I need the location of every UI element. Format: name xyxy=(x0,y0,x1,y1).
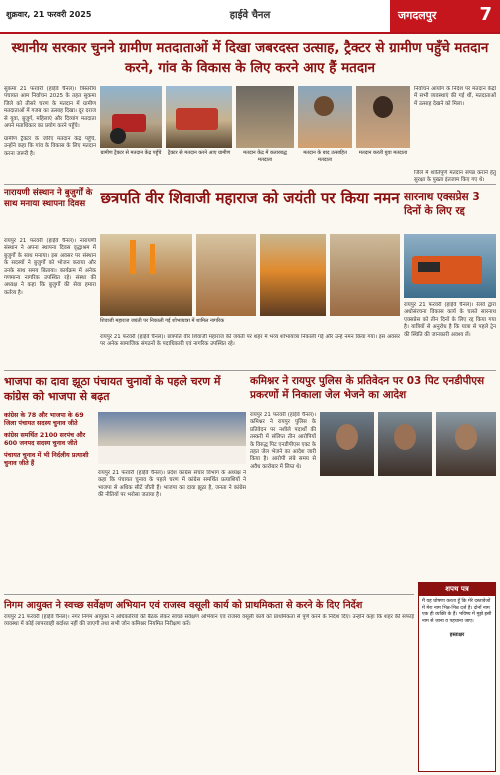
lead-body-d: जिले में शांतिपूर्ण मतदान संपन्न कराने हेतु सुरक्षा के पुख्ता इंतजाम किए गए थे। xyxy=(414,170,496,184)
accused-photo-3 xyxy=(436,412,496,476)
photo-caption-1: ग्रामीण ट्रैक्टर से मतदान केंद्र पहुँचे xyxy=(100,150,162,156)
sarnath-body: रायपुर 21 फरवरी (हाईवे चैनल)। रेलवे द्वारा अधोसंरचना विकास कार्य के चलते सारनाथ एक्सप्रेस को तीन दिनों के लिए रद्द किया गया है। यात्रियों से अनुरोध है कि यात्रा से पहले ट्रेन की स्थिति की जानकारी अवश्य लें। xyxy=(404,302,496,338)
lead-headline: स्थानीय सरकार चुनने ग्रामीण मतदाताओं में दिखा जबरदस्त उत्साह, ट्रैक्टर से ग्रामीण पहुँचे मतदान करने, गांव के विकास के लिए करने आए हैं मतदान xyxy=(11,40,489,76)
shivaji-headline: छत्रपति वीर शिवाजी महाराज को जयंती पर किया नमन xyxy=(100,189,400,207)
voter-finger-photo xyxy=(298,86,352,148)
edition-city: जगदलपुर xyxy=(398,9,437,22)
woman-voter-photo xyxy=(356,86,410,148)
voters-queue-photo xyxy=(236,86,294,148)
side-headline: नारायणी संस्थान ने बुजुर्गों के साथ मनाया स्थापना दिवस xyxy=(4,188,93,209)
divider xyxy=(4,594,414,595)
divider xyxy=(4,184,496,185)
police-headline: कमिश्नर ने रायपुर पुलिस के प्रतिवेदन पर 03 पिट एनडीपीएस प्रकरणों में निकाला जेल भेजने का आदेश xyxy=(250,375,485,401)
notice-title: शपथ पत्र xyxy=(419,583,495,596)
page-number: 7 xyxy=(479,4,492,25)
train-photo xyxy=(404,234,496,298)
tractor-photo-2 xyxy=(166,86,232,148)
procession-photo-4 xyxy=(330,234,400,316)
shivaji-body: रायपुर 21 फरवरी (हाईवे चैनल)। छत्रपति वीर शिवाजी महाराज की जयंती पर शहर में भव्य शोभायात्रा निकाली गई और उन्हें नमन किया गया। इस अवसर पर अनेक सामाजिक संगठनों के पदाधिकारी एवं नागरिक उपस्थित रहे। xyxy=(100,334,400,348)
notice-body: मैं यह घोषणा करता हूँ कि मेरे दस्तावेजों में मेरा नाम भिन्न-भिन्न दर्ज है। दोनों नाम एक ही व्यक्ति के हैं। भविष्य में मुझे इसी नाम से जाना व पहचाना जाए। xyxy=(422,599,492,624)
accused-photo-1 xyxy=(320,412,374,476)
photo-caption-4: मतदान के बाद उत्साहित मतदाता xyxy=(303,150,347,163)
masthead xyxy=(0,0,500,34)
procession-photo-2 xyxy=(196,234,256,316)
photo-caption-2: ट्रैक्टर से मतदान करने आए ग्रामीण xyxy=(167,150,231,156)
sarnath-headline: सारनाथ एक्सप्रेस 3 दिनों के लिए रद्द xyxy=(404,191,480,217)
notice-signature: हस्ताक्षर xyxy=(449,632,465,638)
press-conference-photo xyxy=(98,412,246,464)
side-body: रायपुर 21 फरवरी (हाईवे चैनल)। नारायणी संस्थान ने अपना स्थापना दिवस वृद्धाश्रम में बुजुर्गों के साथ मनाया। इस अवसर पर संस्थान के सदस्यों ने बुजुर्गों को भोजन कराया और उनके साथ समय बिताया। कार्यक्रम में अनेक गणमान्य नागरिक उपस्थित रहे। संस्था की अध्यक्ष ने कहा कि बुजुर्गों की सेवा हमारा कर्तव्य है। xyxy=(4,238,96,296)
lead-body-c: ग्रामीण ट्रैक्टर के जरिए मतदान केंद्र पहुँचे, उन्होंने कहा कि गांव के विकास के लिए मतदान करना जरूरी है। xyxy=(4,136,96,157)
edition-box xyxy=(390,0,500,32)
affidavit-notice xyxy=(418,582,496,772)
tractor-photo-1 xyxy=(100,86,162,148)
bjp-bullets xyxy=(4,412,94,472)
procession-photo-3 xyxy=(260,234,326,316)
bullet-item: कांग्रेस समर्थित 2100 सरपंच और 600 जनपद सदस्य चुनाव जीते xyxy=(4,432,86,447)
procession-photo-1 xyxy=(100,234,192,316)
lead-body-a: सुकमा 21 फरवरी (हाईवे चैनल)। त्रिस्तरीय पंचायत आम निर्वाचन 2025 के तहत सुकमा जिले को तीसरे चरण के मतदान में ग्रामीण मतदाताओं में गजब का उत्साह दिखा। दूर दराज से युवा, बुजुर्ग, महिलाएं और दिव्यांग मतदाता अपने मताधिकार का प्रयोग करने पहुँचे। xyxy=(4,86,96,130)
shivaji-caption: शिवाजी महाराज जयंती पर निकाली गई शोभायात्रा में शामिल नागरिक xyxy=(100,318,225,324)
nigam-body: रायपुर 21 फरवरी (हाईवे चैनल)। नगर निगम आयुक्त ने अधिकारियों की बैठक लेकर स्वच्छ सर्वेक्षण अभियान एवं राजस्व वसूली कार्य को प्राथमिकता से पूर्ण करने के निर्देश दिए। उन्होंने कहा कि शहर की सफाई व्यवस्था में कोई लापरवाही बर्दाश्त नहीं की जाएगी तथा सभी जोन कमिश्नर नियमित निरीक्षण करें। xyxy=(4,614,414,628)
bullet-item: पंचायत चुनाव में भी निर्दलीय प्रत्याशी चुनाव जीते हैं xyxy=(4,452,89,467)
nigam-headline: निगम आयुक्त ने स्वच्छ सर्वेक्षण अभियान एवं राजस्व वसूली कार्य को प्राथमिकता से करने के दिए निर्देश xyxy=(4,600,363,611)
bjp-headline: भाजपा का दावा झूठा पंचायत चुनावों के पहले चरण में कांग्रेस को भाजपा से बढ़त xyxy=(4,375,221,403)
police-body: रायपुर 21 फरवरी (हाईवे चैनल)। कमिश्नर ने रायपुर पुलिस के प्रतिवेदन पर नशीले पदार्थों की तस्करी में संलिप्त तीन आरोपियों के विरुद्ध पिट एनडीपीएस एक्ट के तहत जेल भेजने का आदेश जारी किया है। आरोपी लंबे समय से अवैध कारोबार में लिप्त थे। xyxy=(250,412,316,470)
issue-date: शुक्रवार, 21 फरवरी 2025 xyxy=(6,10,92,19)
lead-body-b: निर्वाचन आयोग के निर्देश पर मतदान केंद्रों में सभी व्यवस्थाएं की गई थीं, मतदाताओं में उत्साह देखने को मिला। xyxy=(414,86,496,107)
photo-caption-3: मतदान केंद्र में कतारबद्ध मतदाता xyxy=(243,150,287,163)
photo-caption-5: मतदान करती युवा मतदाता xyxy=(358,150,408,156)
accused-photo-2 xyxy=(378,412,432,476)
divider xyxy=(4,370,496,371)
paper-name: हाईवे चैनल xyxy=(229,10,271,21)
bullet-item: कांग्रेस के 78 और भाजपा के 69 जिला पंचायत सदस्य चुनाव जीते xyxy=(4,412,84,427)
bjp-body: रायपुर 21 फरवरी (हाईवे चैनल)। प्रदेश कांग्रेस संचार विभाग के अध्यक्ष ने कहा कि पंचायत चुनाव के पहले चरण में कांग्रेस समर्थित प्रत्याशियों ने भाजपा से अधिक सीटें जीती हैं। भाजपा का दावा झूठा है, जनता ने कांग्रेस की नीतियों पर भरोसा जताया है। xyxy=(98,470,246,499)
